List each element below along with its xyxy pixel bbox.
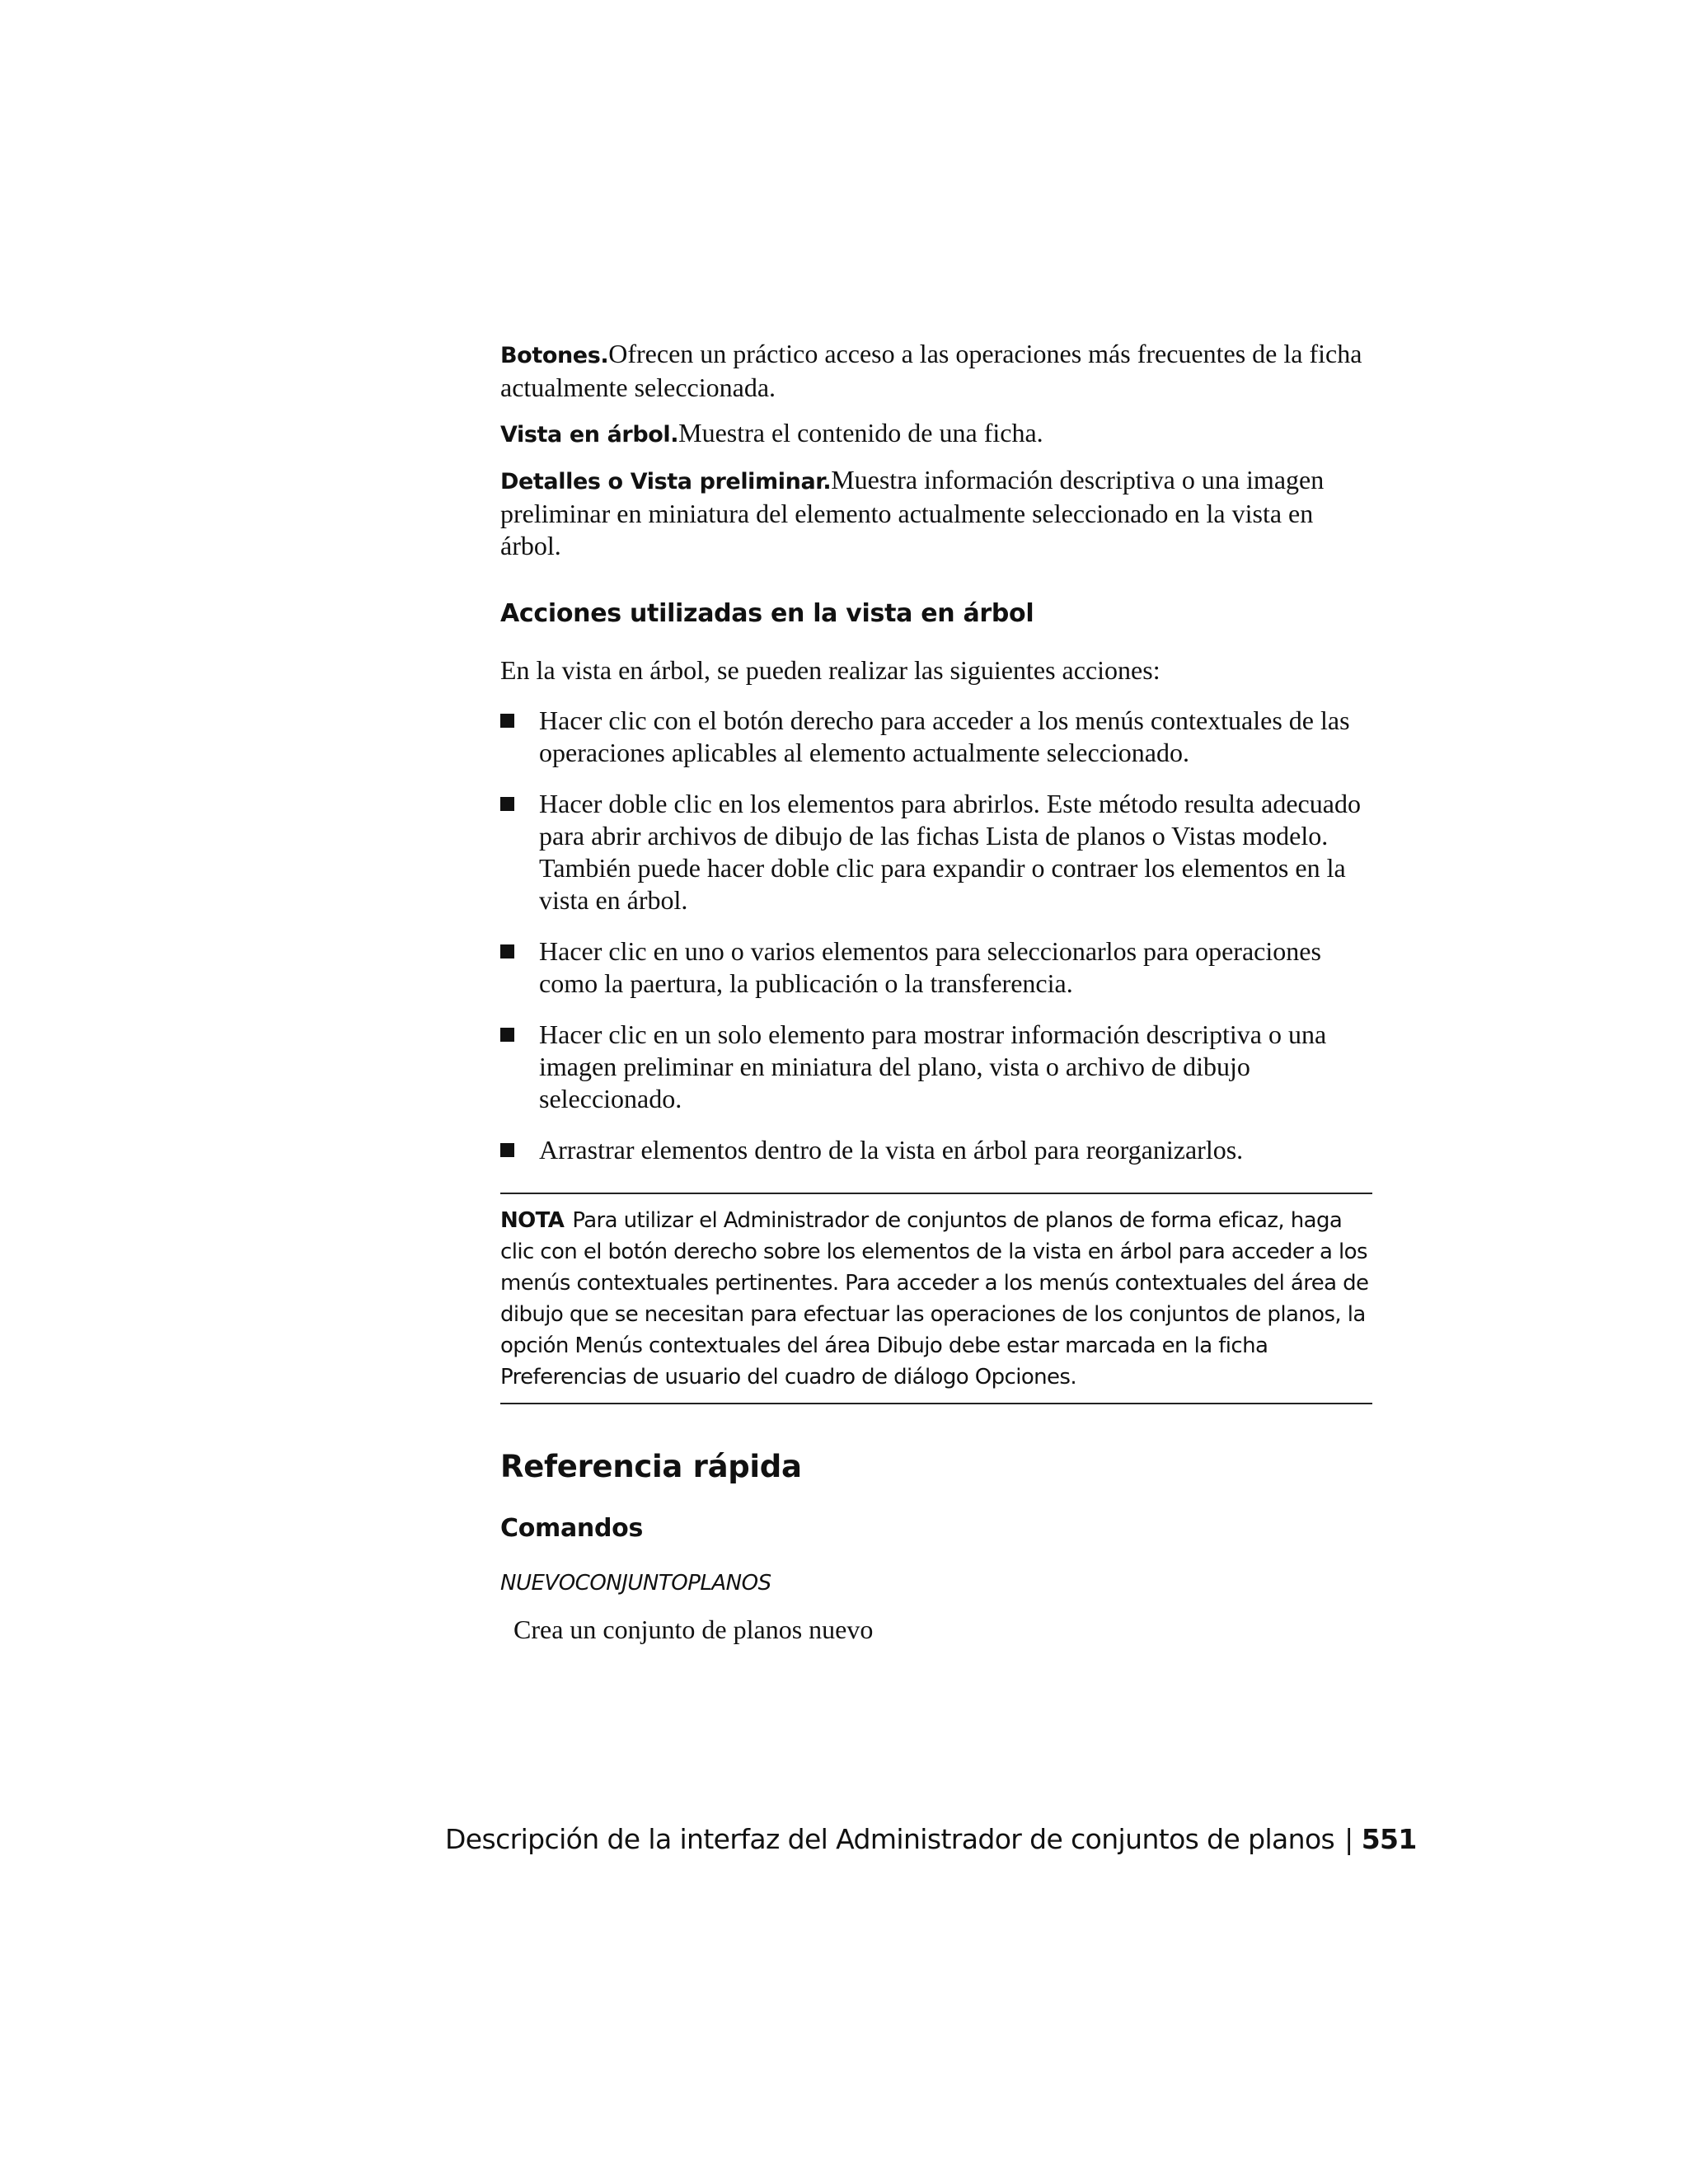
definition-term: Vista en árbol. <box>500 422 679 448</box>
definition-details-preview <box>500 464 1372 562</box>
list-item-text: Hacer clic con el botón derecho para acceder a los menús contextuales de las operaciones aplicables al elemento actualmente seleccionado. <box>539 705 1350 767</box>
tree-actions-intro: En la vista en árbol, se pueden realizar las siguientes acciones: <box>500 655 1160 685</box>
page-number: 551 <box>1361 1823 1417 1855</box>
list-item <box>500 935 1372 1000</box>
list-item-text: Arrastrar elementos dentro de la vista en árbol para reorganizarlos. <box>539 1135 1244 1165</box>
definition-term: Botones. <box>500 343 609 368</box>
bullet-square-icon <box>500 1028 514 1042</box>
definition-term: Detalles o Vista preliminar. <box>500 469 832 494</box>
list-item-text: Hacer clic en uno o varios elementos para seleccionarlos para operaciones como la paertura, la publicación o la transferencia. <box>539 936 1321 998</box>
bullet-square-icon <box>500 1143 514 1157</box>
page-content <box>500 338 1372 1646</box>
list-item <box>500 1134 1372 1166</box>
list-item-text: Hacer clic en un solo elemento para mostrar información descriptiva o una imagen preliminar en miniatura del plano, vista o archivo de dibujo seleccionado. <box>539 1019 1327 1113</box>
list-item-text: Hacer doble clic en los elementos para abrirlos. Este método resulta adecuado para abrir archivos de dibujo de las fichas Lista de planos o Vistas modelo. También puede hacer doble clic para expandir o contraer los elementos en la vista en árbol. <box>539 789 1361 915</box>
list-item <box>500 705 1372 769</box>
definition-text: Muestra el contenido de una ficha. <box>678 418 1043 448</box>
definition-buttons <box>500 338 1372 404</box>
footer-separator: | <box>1344 1823 1353 1855</box>
note-text: Para utilizar el Administrador de conjuntos de planos de forma eficaz, haga clic con el botón derecho sobre los elementos de la vista en árbol para acceder a los menús contextuales pertinentes. Para acceder a los menús contextuales del área de dibujo que se necesitan para efectuar las operaciones de los conjuntos de planos, la opción Menús contextuales del área Dibujo debe estar marcada en la ficha Preferencias de usuario del cuadro de diálogo Opciones. <box>500 1208 1369 1390</box>
definition-text: Muestra información descriptiva o una imagen preliminar en miniatura del elemento actualmente seleccionado en la vista en árbol. <box>500 465 1325 560</box>
command-description: Crea un conjunto de planos nuevo <box>513 1615 874 1644</box>
tree-actions-list <box>500 705 1372 1166</box>
list-item <box>500 1019 1372 1115</box>
list-item <box>500 788 1372 916</box>
definition-text: Ofrecen un práctico acceso a las operaciones más frecuentes de la ficha actualmente seleccionada. <box>500 339 1362 402</box>
note-label: NOTA <box>500 1208 565 1233</box>
command-name: NUEVOCONJUNTOPLANOS <box>500 1571 771 1596</box>
note-box <box>500 1193 1372 1404</box>
bullet-square-icon <box>500 714 514 728</box>
bullet-square-icon <box>500 944 514 958</box>
definition-tree-view <box>500 417 1372 451</box>
bullet-square-icon <box>500 797 514 811</box>
commands-heading: Comandos <box>500 1514 644 1543</box>
page-footer <box>445 1823 1417 1856</box>
tree-actions-heading: Acciones utilizadas en la vista en árbol <box>500 599 1034 628</box>
quick-reference-heading: Referencia rápida <box>500 1449 802 1484</box>
footer-title: Descripción de la interfaz del Administrador de conjuntos de planos <box>445 1823 1335 1855</box>
